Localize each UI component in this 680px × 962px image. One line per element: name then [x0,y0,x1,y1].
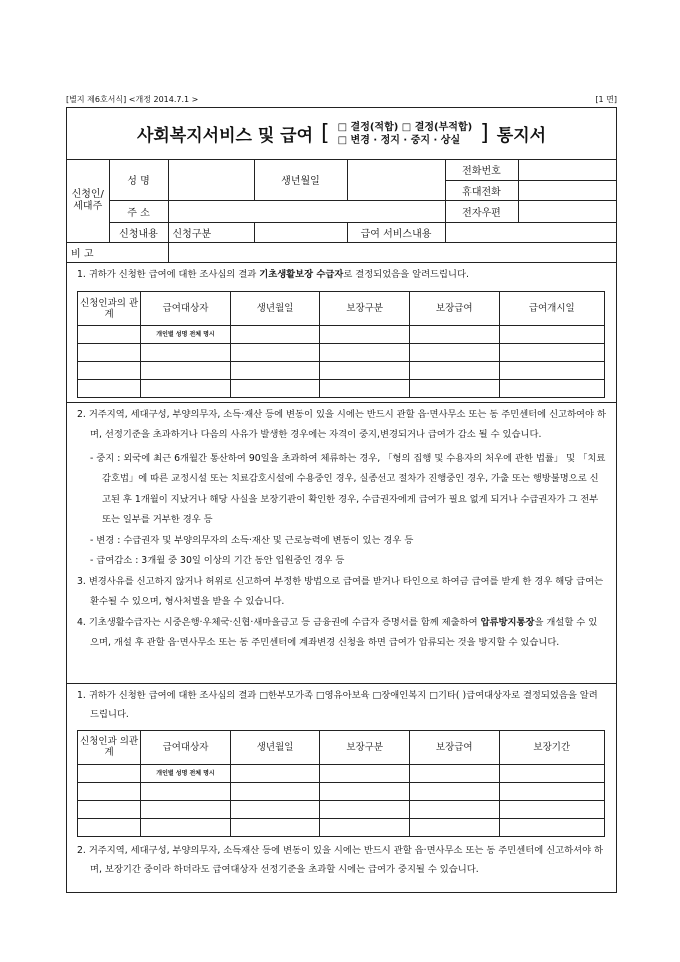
section-notices [67,402,616,683]
item1-bold: 기초생활보장 수급자 [259,268,344,280]
col-benefit: 보장급여 [409,292,499,326]
table-row [78,344,605,362]
cell[interactable] [320,344,410,362]
col-start-date: 급여개시일 [499,292,604,326]
address-field[interactable] [168,200,445,222]
col-period: 보장기간 [499,730,604,764]
cell[interactable] [230,344,320,362]
cell[interactable] [230,380,320,398]
applicant-group-label: 신청인/ 세대주 [67,160,109,242]
mobile-label: 휴대전화 [445,180,518,200]
col-coverage-type: 보장구분 [320,730,410,764]
cell[interactable] [409,782,499,800]
cell[interactable] [141,344,231,362]
col-relation: 신청인과의 관계 [78,292,141,326]
cell[interactable] [141,362,231,380]
name-field[interactable] [168,160,254,200]
form-number: [별지 제6호서식] <개정 2014.7.1 > [66,95,199,104]
cell[interactable] [78,818,141,836]
table-row [78,818,605,836]
cell[interactable] [78,800,141,818]
request-type-label: 신청구분 [168,222,254,242]
decision-options [338,121,473,147]
col-benefit: 보장급여 [409,730,499,764]
col-relation: 신청인과 의관계 [78,730,141,764]
cell[interactable] [230,818,320,836]
service-content-label: 급여 서비스내용 [347,222,445,242]
cell[interactable] [409,800,499,818]
form-header [66,94,617,105]
cell[interactable] [78,380,141,398]
s2-item2: 2. 거주지역, 세대구성, 부양의무자, 소득재산 등에 변동이 있을 시에는 반드시 관할 읍·면사무소 또는 동 주민센터에 신고하셔야 하며, 보장기간 중이라 하더라도 급여대상자 선정기준을 초과할 시에는 급여가 중지될 수 있습니다. [77,844,603,875]
name-label: 성 명 [109,160,168,200]
item1-text-end: 로 결정되었음을 알려드립니다. [343,268,469,280]
cell[interactable] [230,326,320,344]
dash-change: - 변경 : 수급권자 및 부양의무자의 소득·재산 및 근로능력에 변동이 있는 경우 등 [90,534,414,546]
item2: 2. 거주지역, 세대구성, 부양의무자, 소득·재산 등에 변동이 있을 시에는 반드시 관할 읍·면사무소 또는 동 주민센터에 신고하여야 하며, 선정기준을 초과하거나 다음의 사유가 발생한 경우에는 자격이 중지,변경되거나 급여가 감소 될 수 있습니다. [77,408,606,440]
decision-option-line1[interactable]: □ 결정(적합) □ 결정(부적합) [337,121,473,133]
applicant-table [67,160,616,263]
cell[interactable] [320,782,410,800]
section-basic-livelihood [67,263,616,402]
cell[interactable] [78,362,141,380]
cell[interactable] [78,344,141,362]
cell[interactable] [230,362,320,380]
birth-field[interactable] [347,160,445,200]
cell[interactable] [78,326,141,344]
phone-field[interactable] [518,160,616,180]
cell[interactable] [499,326,604,344]
cell[interactable] [230,782,320,800]
item4-text: 4. 기초생활수급자는 시중은행·우체국·신협·새마을금고 등 금융권에 수급자 증명서를 함께 제출하여 [77,616,481,628]
cell[interactable] [141,782,231,800]
item3: 3. 변경사유를 신고하지 않거나 허위로 신고하여 부정한 방법으로 급여를 받거나 타인으로 하여금 급여를 받게 한 경우 해당 급여는 환수될 수 있으며, 형사처벌을 받을 수 있습니다. [77,575,604,607]
table-row [78,326,605,344]
cell[interactable] [409,380,499,398]
title-suffix: 통지서 [496,126,547,146]
beneficiary-table-1 [77,291,605,398]
cell[interactable] [499,380,604,398]
table-row [78,800,605,818]
cell[interactable] [499,782,604,800]
cell[interactable] [320,326,410,344]
form-title [67,108,616,160]
page-number: [1 면] [595,95,617,104]
cell[interactable] [78,764,141,782]
table-row [78,782,605,800]
bracket-open: [ [321,121,330,146]
cell[interactable] [141,380,231,398]
cell[interactable] [499,800,604,818]
remarks-label: 비 고 [67,242,168,262]
item4-bold: 압류방지통장 [480,616,535,628]
cell[interactable] [409,764,499,782]
item4-text-end: 을 개설할 수 있으며, 개설 후 관할 읍·면사무소 또는 동 주민센터에 계좌변경 신청을 하면 급여가 압류되는 것을 방지할 수 있습니다. [90,616,598,648]
cell[interactable] [230,800,320,818]
notice-form [66,107,617,893]
decision-option-line2[interactable]: □ 변경 · 정지 · 중지 · 상실 [337,134,461,146]
request-content-label: 신청내용 [109,222,168,242]
cell[interactable] [320,764,410,782]
col-birth: 생년월일 [230,730,320,764]
cell[interactable] [409,362,499,380]
cell[interactable] [499,362,604,380]
address-label: 주 소 [109,200,168,222]
item1-text: 1. 귀하가 신청한 급여에 대한 조사심의 결과 [77,268,260,280]
service-content-field[interactable] [445,222,616,242]
section-other-welfare [67,683,616,893]
email-label: 전자우편 [445,200,518,222]
col-birth: 생년월일 [230,292,320,326]
birth-label: 생년월일 [254,160,347,200]
phone-label: 전화번호 [445,160,518,180]
title-main: 사회복지서비스 및 급여 [136,126,314,146]
col-beneficiary: 급여대상자 [141,730,231,764]
cell[interactable] [320,380,410,398]
row-note: 개인별 성명 전체 명시 [141,326,231,344]
table-row [78,380,605,398]
bracket-close: ] [480,121,489,146]
cell[interactable] [320,818,410,836]
dash-suspension: - 중지 : 외국에 최근 6개월간 통산하여 90일을 초과하여 체류하는 경우, 「형의 집행 및 수용자의 처우에 관한 법률」 및 「치료감호법」에 따른 교정시설 또는 치료감호시설에 수용중인 경우, 실종선고 절차가 진행중인 경우, 가출 또는 행방불명으로 신고된 후 1개월이 지났거나 해당 사실을 보장기관이 확인한 경우, 수급권자에게 급여가 필요 없게 되거나 수급권자가 그 전부 또는 일부를 거부한 경우 등 [90,452,606,525]
cell[interactable] [409,326,499,344]
cell[interactable] [320,800,410,818]
cell[interactable] [409,344,499,362]
remarks-field[interactable] [168,242,616,262]
beneficiary-table-2 [77,730,605,837]
cell[interactable] [499,764,604,782]
cell[interactable] [320,362,410,380]
col-coverage-type: 보장구분 [320,292,410,326]
cell[interactable] [141,800,231,818]
cell[interactable] [230,764,320,782]
row-note: 개인별 성명 전체 명시 [141,764,231,782]
email-field[interactable] [518,200,616,222]
cell[interactable] [499,344,604,362]
cell[interactable] [78,782,141,800]
item4 [77,613,606,654]
s2-item1: 1. 귀하가 신청한 급여에 대한 조사심의 결과 □한부모가족 □영유아보육 □장애인복지 □기타( )급여대상자로 결정되었음을 알려드립니다. [77,689,598,720]
request-type-field[interactable] [254,222,347,242]
dash-reduction: - 급여감소 : 3개월 중 30일 이상의 기간 동안 입원중인 경우 등 [90,555,345,566]
cell[interactable] [141,818,231,836]
table-row [78,362,605,380]
cell[interactable] [499,818,604,836]
mobile-field[interactable] [518,180,616,200]
table-row [78,764,605,782]
cell[interactable] [409,818,499,836]
col-beneficiary: 급여대상자 [141,292,231,326]
